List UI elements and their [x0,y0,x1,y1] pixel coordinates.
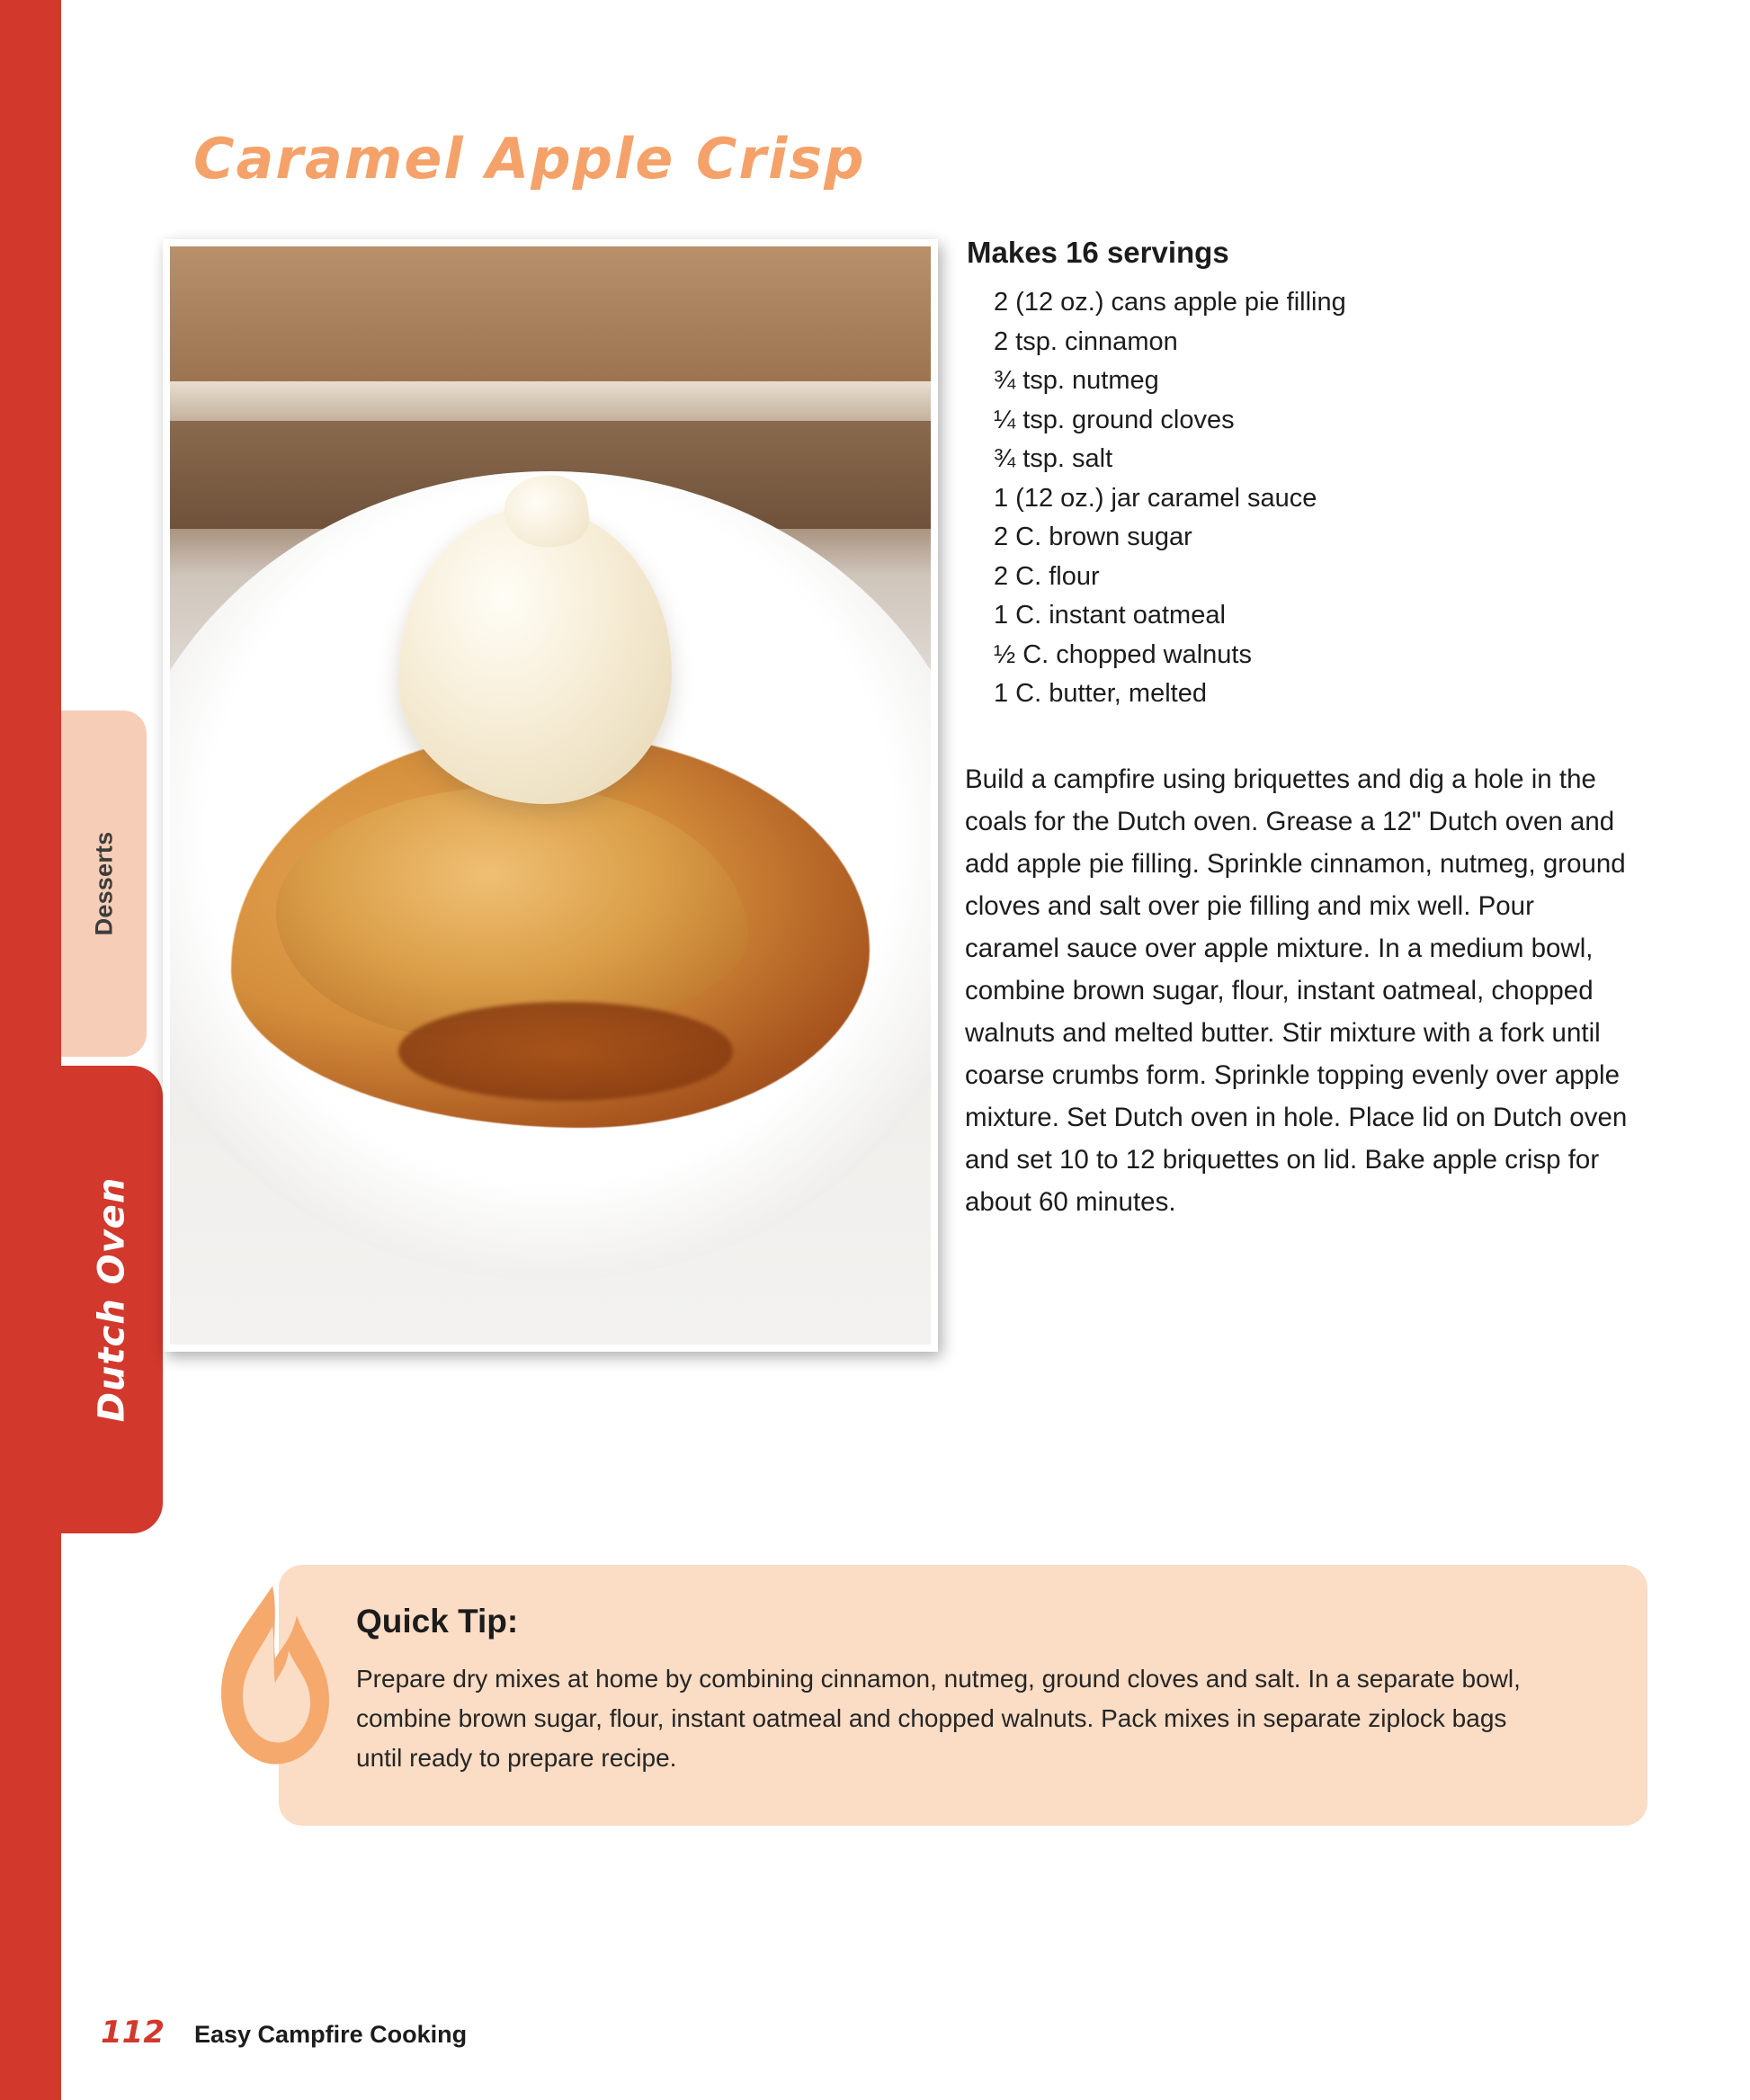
book-title: Easy Campfire Cooking [194,2021,468,2048]
category-tab-dutch-oven-label: Dutch Oven [91,1176,133,1423]
servings-label: Makes 16 servings [967,236,1229,269]
list-item: 1 C. instant oatmeal [994,601,1226,630]
list-item: 2 tsp. cinnamon [994,326,1178,356]
recipe-photo [163,239,938,1352]
directions-text: Build a campfire using briquettes and dig a hole in the coals for the Dutch oven. Grease a 12" Dutch oven and add apple pie filling. Sprinkle cinnamon, nutmeg, ground cloves and salt over pie filling and mix well. Pour caramel sauce over apple mixture. In a medium bowl, combine brown sugar, flour, instant oatmeal, chopped walnuts and melted butter. Stir mixture with a fork until coarse crumbs form. Sprinkle topping evenly over apple mixture. Set Dutch oven in hole. Place lid on Dutch oven and set 10 to 12 briquettes on lid. Bake apple crisp for about 60 minutes. [965,764,1628,1217]
section-tab-desserts-label: Desserts [90,831,117,936]
page-title: Caramel Apple Crisp [193,126,866,192]
recipe-photo-image [170,246,931,1345]
list-item: ¾ tsp. nutmeg [994,366,1159,395]
list-item: 2 C. brown sugar [994,523,1192,551]
list-item: 2 C. flour [994,561,1100,591]
photo-background-wall [170,246,931,381]
ingredients-list [994,283,1713,714]
list-item: 2 (12 oz.) cans apple pie filling [994,288,1346,317]
list-item: ¼ tsp. ground cloves [994,405,1235,434]
flame-icon [205,1578,340,1772]
list-item: 1 (12 oz.) jar caramel sauce [994,483,1317,513]
page-spine [0,0,61,2100]
list-item: ¾ tsp. salt [994,444,1113,473]
list-item: 1 C. butter, melted [994,679,1207,708]
quick-tip-text: Prepare dry mixes at home by combining cinnamon, nutmeg, ground cloves and salt. In a separate bowl, combine brown sugar, flour, instant oatmeal and chopped walnuts. Pack mixes in separate ziplock bags until ready to prepare recipe. [356,1665,1521,1772]
list-item: ½ C. chopped walnuts [994,639,1252,669]
photo-caramel-sauce [398,1002,733,1101]
photo-shelf [170,381,931,421]
quick-tip-title: Quick Tip: [356,1603,519,1640]
page-number: 112 [101,2015,165,2051]
category-tab-dutch-oven[interactable] [61,1066,163,1533]
section-tab-desserts[interactable] [61,710,147,1057]
